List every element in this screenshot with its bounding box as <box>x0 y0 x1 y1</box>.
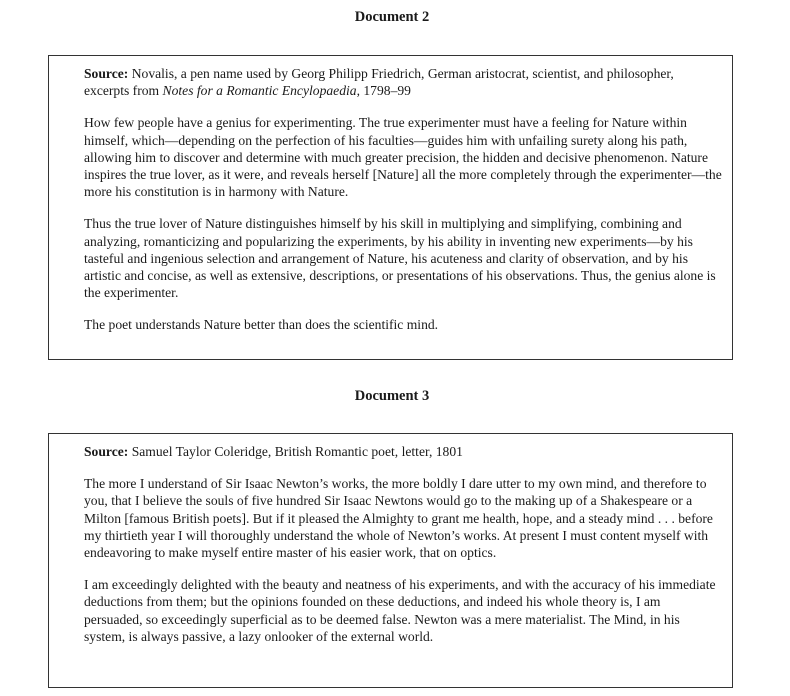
document-3-box <box>48 433 733 688</box>
source-date: , 1798–99 <box>356 83 411 99</box>
document-3-heading: Document 3 <box>354 388 430 404</box>
document-2-paragraph: How few people have a genius for experimenting. The true experimenter must have a feeling for Nature within himself, which—depending on the perfection of his faculties—guides him with unfailing surety along his path, allowing him to discover and determine with much greater precision, the hidden and decisive phenomenon. Nature inspires the true lover, as it were, and reveals herself [Nature] all the more completely through the experimenter—the more his constitution is in harmony with Nature. <box>84 115 722 200</box>
document-2-box <box>48 55 733 360</box>
document-2-source <box>84 65 722 99</box>
document-3-source <box>84 443 722 460</box>
source-label: Source: <box>84 66 129 81</box>
document-2-paragraph: The poet understands Nature better than does the scientific mind. <box>84 317 439 333</box>
document-3-paragraph: The more I understand of Sir Isaac Newton’s works, the more boldly I dare utter to my own mind, and therefore to you, that I believe the souls of five hundred Sir Isaac Newtons would go to the making up of a Shakespeare or a Milton [famous British poets]. But if it pleased the Almighty to grant me health, hope, and a steady mind . . . before my thirtieth year I will thoroughly understand the whole of Newton’s works. At present I must content myself with endeavoring to make myself entire master of his easier work, that on optics. <box>84 476 713 561</box>
source-text: Samuel Taylor Coleridge, British Romantic poet, letter, 1801 <box>128 444 463 459</box>
source-label: Source: <box>84 444 129 459</box>
document-3-paragraph: I am exceedingly delighted with the beauty and neatness of his experiments, and with the accuracy of his immediate deductions from them; but the opinions founded on these deductions, and indeed his whole theory is, I am persuaded, so exceedingly superficial as to be deemed false. Newton was a mere materialist. The Mind, in his system, is always passive, a lazy onlooker of the external world. <box>84 577 716 644</box>
source-text: Novalis, a pen name used by Georg Philipp Friedrich, German aristocrat, scientist, and philosopher, excerpts from <box>84 66 674 99</box>
document-2-paragraph: Thus the true lover of Nature distinguishes himself by his skill in multiplying and simplifying, combining and analyzing, romanticizing and popularizing the experiments, by his ability in inventing new experiments—by his tasteful and ingenious selection and arrangement of Nature, his acuteness and clarity of observation, and by his artistic and concise, as well as extensive, descriptions, or presentations of his observations. Thus, the genius alone is the experimenter. <box>84 216 716 301</box>
source-title: Notes for a Romantic Encylopaedia <box>162 83 357 99</box>
document-2-heading: Document 2 <box>354 9 430 25</box>
